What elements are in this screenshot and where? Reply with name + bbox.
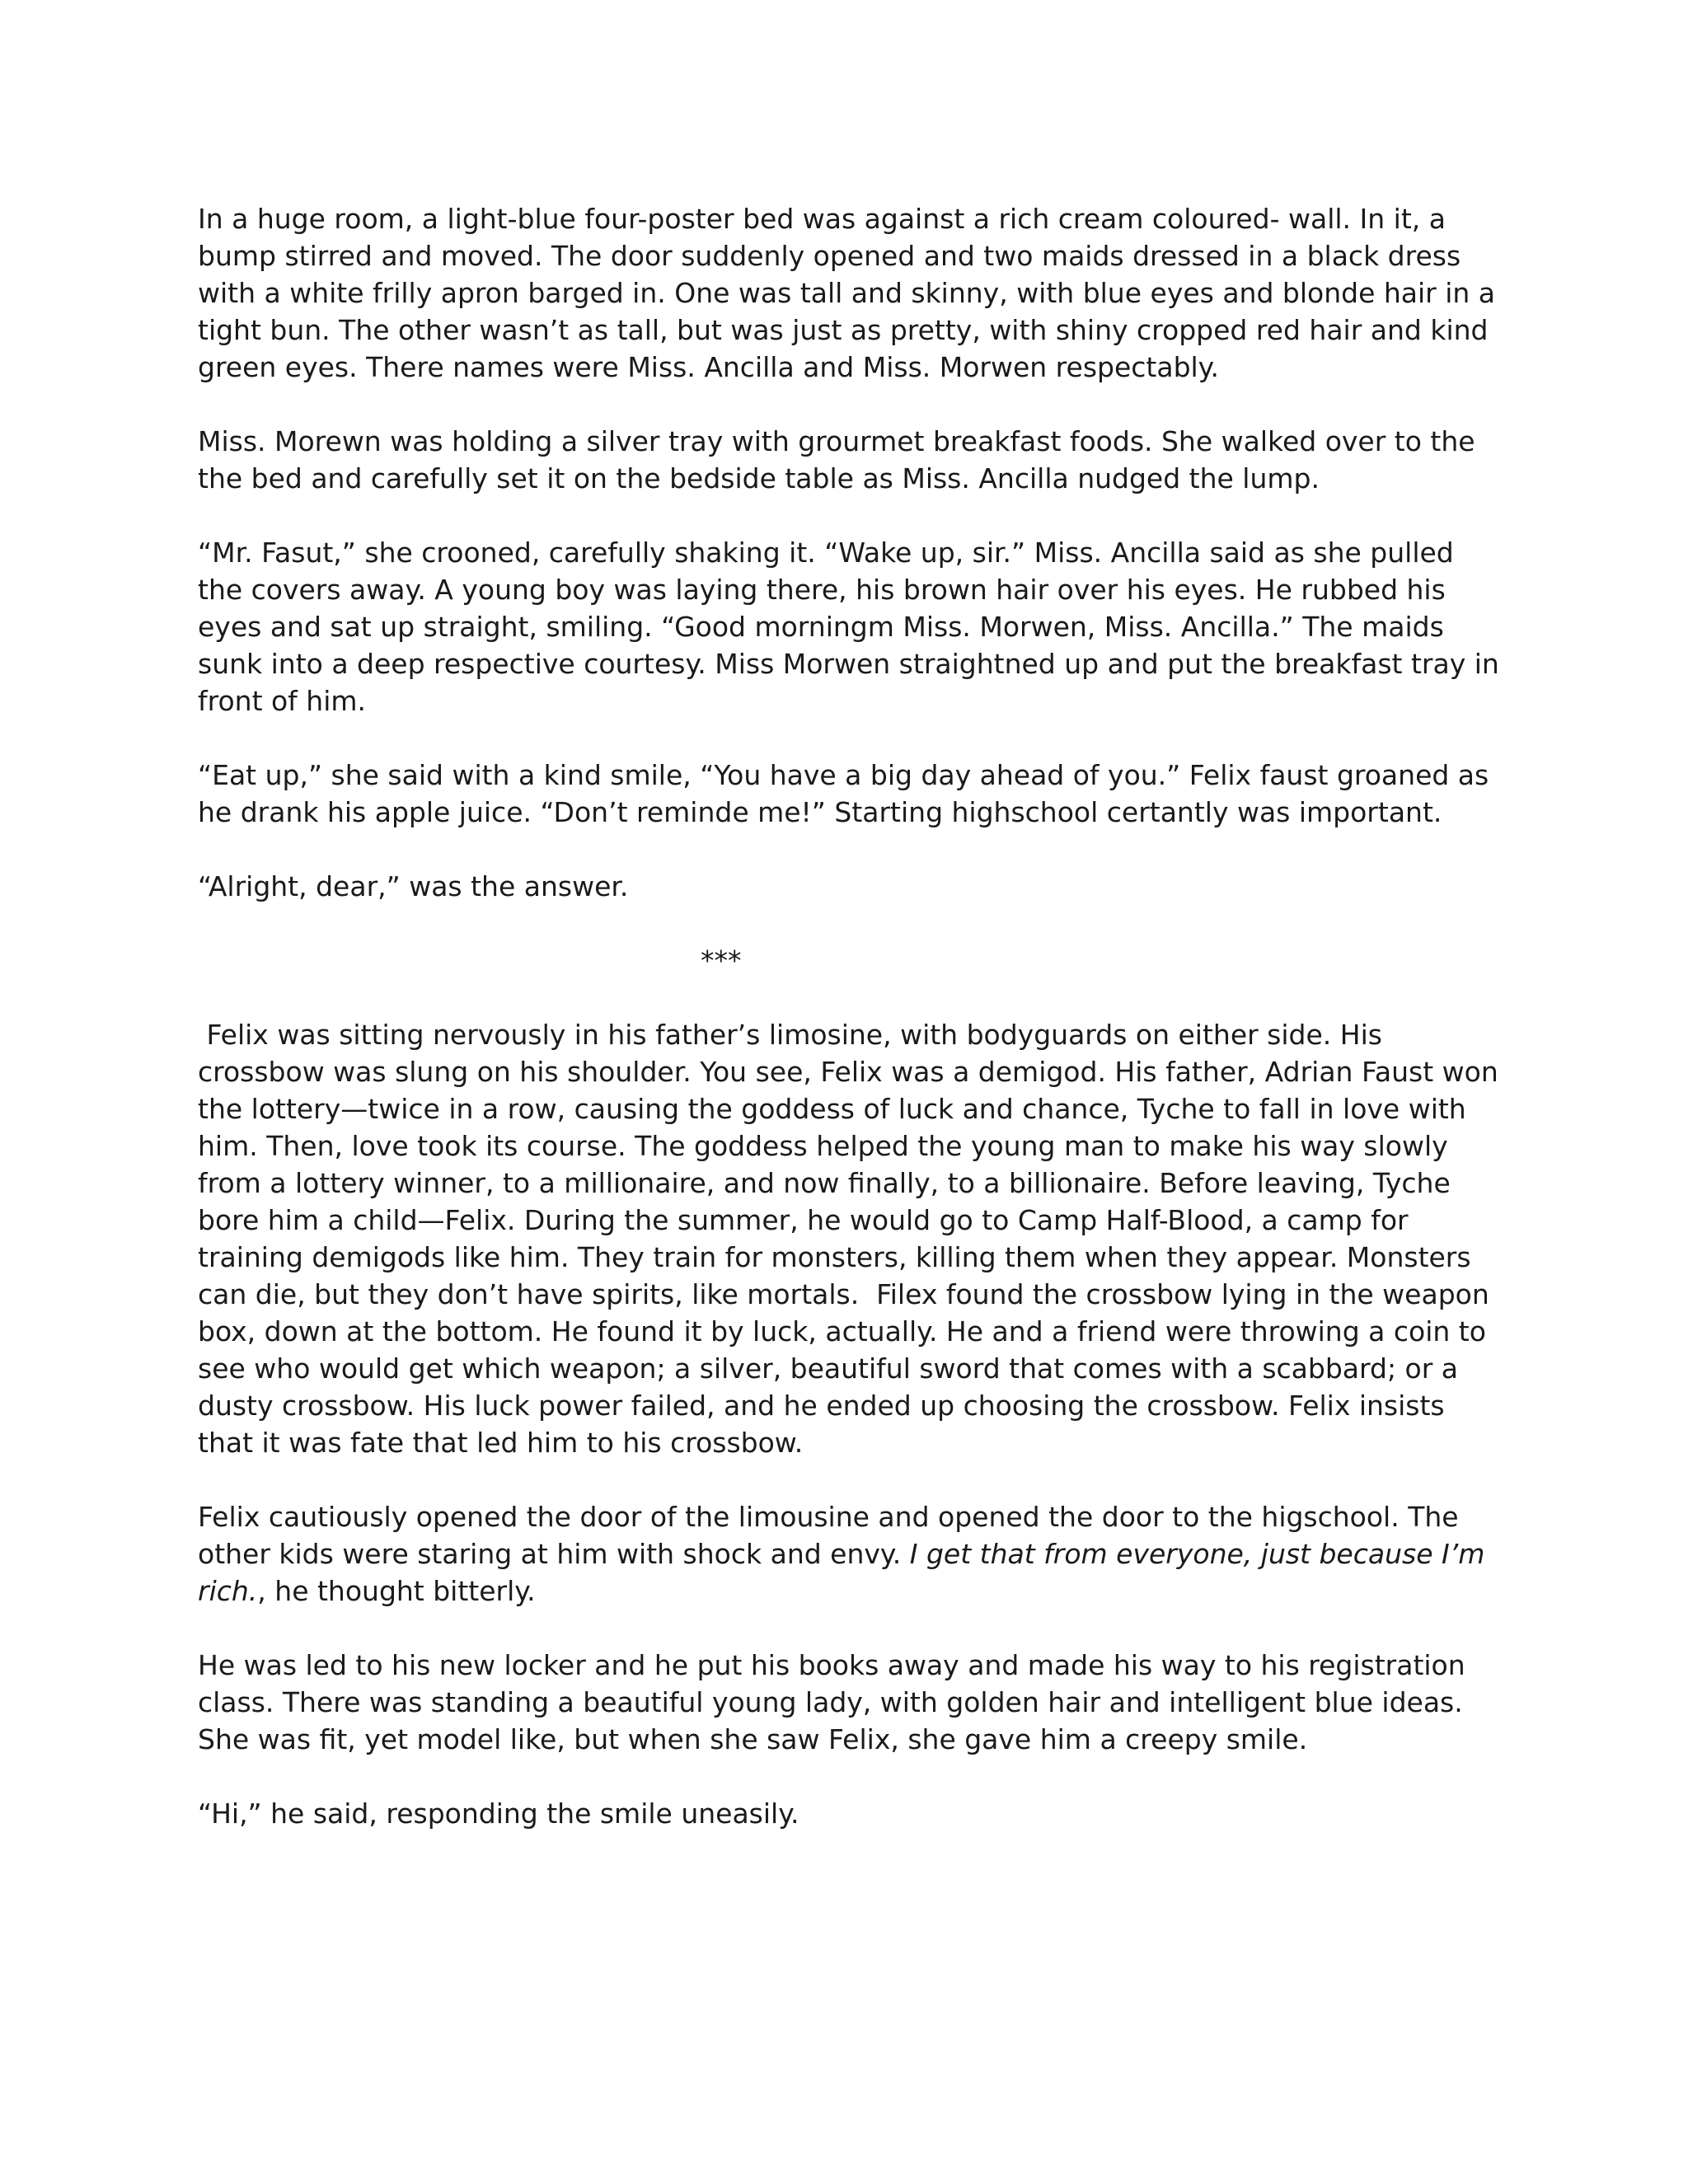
paragraph-highschool-arrival — [198, 1498, 1500, 1610]
paragraph-highschool-text: Felix cautiously opened the door of the limousine and opened the door to the higschool. The other kids were staring at him with shock and envy. — [198, 1501, 1459, 1570]
scene-separator: *** — [701, 944, 742, 977]
paragraph-alright-dear: “Alright, dear,” was the answer. — [198, 870, 629, 902]
paragraph-bedroom: In a huge room, a light-blue four-poster bed was against a rich cream coloured- wall. In it, a bump stirred and moved. The door suddenly opened and two maids dressed in a black dress with a white frilly apron barged in. One was tall and skinny, with blue eyes and blonde hair in a tight bun. The other wasn’t as tall, but was just as pretty, with shiny cropped red hair and kind green eyes. There names were Miss. Ancilla and Miss. Morwen respectably. — [198, 203, 1496, 383]
paragraph-hi: “Hi,” he said, responding the smile uneasily. — [198, 1797, 799, 1830]
paragraph-highschool-end: , he thought bitterly. — [257, 1575, 536, 1607]
paragraph-breakfast-tray: Miss. Morewn was holding a silver tray with grourmet breakfast foods. She walked over to the the bed and carefully set it on the bedside table as Miss. Ancilla nudged the lump. — [198, 425, 1475, 494]
story-text — [198, 200, 1500, 1832]
paragraph-registration-class: He was led to his new locker and he put his books away and made his way to his registration class. There was standing a beautiful young lady, with golden hair and intelligent blue ideas. She was fit, yet model like, but when she saw Felix, she gave him a creepy smile. — [198, 1649, 1465, 1755]
paragraph-eat-up: “Eat up,” she said with a kind smile, “You have a big day ahead of you.” Felix faust groaned as he drank his apple juice. “Don’t reminde me!” Starting highschool certantly was important. — [198, 759, 1489, 828]
italic-thought: I get that from everyone, just because I’m rich. — [198, 1538, 1485, 1607]
paragraph-limousine: Felix was sitting nervously in his father’s limosine, with bodyguards on either side. His crossbow was slung on his shoulder. You see, Felix was a demigod. His father, Adrian Faust won the lottery—twice in a row, causing the goddess of luck and chance, Tyche to fall in love with him. Then, love took its course. The goddess helped the young man to make his way slowly from a lottery winner, to a millionaire, and now finally, to a billionaire. Before leaving, Tyche bore him a child—Felix. During the summer, he would go to Camp Half-Blood, a camp for training demigods like him. They train for monsters, killing them when they appear. Monsters can die, but they don’t have spirits, like mortals. Filex found the crossbow lying in the weapon box, down at the bottom. He found it by luck, actually. He and a friend were throwing a coin to see who would get which weapon; a silver, beautiful sword that comes with a scabbard; or a dusty crossbow. His luck power failed, and he ended up choosing the crossbow. Felix insists that it was fate that led him to his crossbow. — [198, 1019, 1498, 1459]
paragraph-wake-up: “Mr. Fasut,” she crooned, carefully shaking it. “Wake up, sir.” Miss. Ancilla said as she pulled the covers away. A young boy was laying there, his brown hair over his eyes. He rubbed his eyes and sat up straight, smiling. “Good morningm Miss. Morwen, Miss. Ancilla.” The maids sunk into a deep respective courtesy. Miss Morwen straightned up and put the breakfast tray in front of him. — [198, 537, 1499, 717]
